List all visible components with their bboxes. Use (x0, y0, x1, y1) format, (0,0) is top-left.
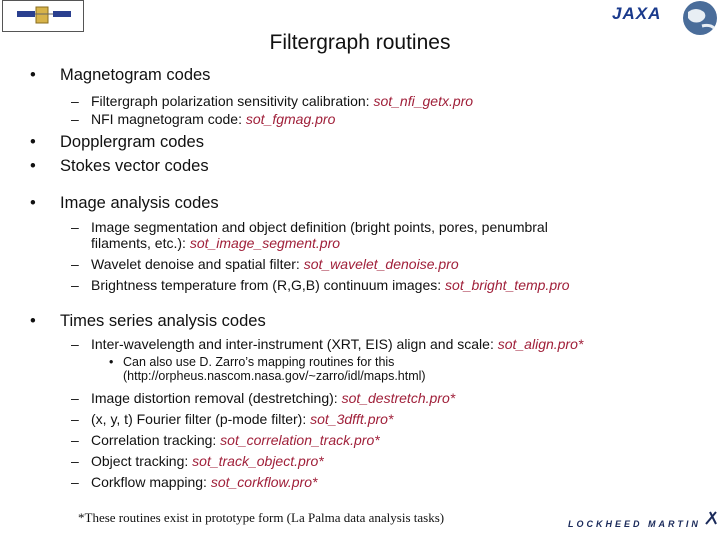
bullet-time-series: • Times series analysis codes (30, 312, 266, 330)
satellite-logo (2, 0, 84, 32)
sub-note: • Can also use D. Zarro’s mapping routines for this (http://orpheus.nascom.nasa.gov/~zarro/idl/maps.html) (109, 355, 426, 383)
list-item: – NFI magnetogram code: sot_fgmag.pro (71, 111, 336, 127)
page-title: Filtergraph routines (269, 31, 451, 54)
list-item: – Correlation tracking: sot_correlation_track.pro* (71, 432, 380, 448)
dash-icon: – (71, 390, 79, 406)
list-item: – Corkflow mapping: sot_corkflow.pro* (71, 474, 318, 490)
jaxa-logo (612, 4, 660, 26)
bullet-icon: • (30, 194, 36, 212)
bullet-dopplergram: • Dopplergram codes (30, 133, 204, 151)
list-item: – Inter-wavelength and inter-instrument (XRT, EIS) align and scale: sot_align.pro* (71, 336, 584, 352)
bullet-magnetogram: • Magnetogram codes (30, 66, 211, 84)
list-item: – Image distortion removal (destretching): sot_destretch.pro* (71, 390, 456, 406)
bullet-icon: • (30, 157, 36, 175)
dash-icon: – (71, 411, 79, 427)
bullet-icon: • (30, 312, 36, 330)
list-item: – Object tracking: sot_track_object.pro* (71, 453, 324, 469)
bullet-icon: • (109, 355, 114, 369)
dash-icon: – (71, 256, 79, 272)
footnote: *These routines exist in prototype form (La Palma data analysis tasks) (78, 510, 445, 525)
dash-icon: – (71, 432, 79, 448)
list-item: – Wavelet denoise and spatial filter: sot_wavelet_denoise.pro (71, 256, 459, 272)
dash-icon: – (71, 111, 79, 127)
list-item: – Brightness temperature from (R,G,B) continuum images: sot_bright_temp.pro (71, 277, 570, 293)
lockheed-logo (568, 514, 718, 536)
bullet-stokes: • Stokes vector codes (30, 157, 209, 175)
dash-icon: – (71, 93, 79, 109)
dash-icon: – (71, 474, 79, 490)
list-item: – Image segmentation and object definition (bright points, pores, penumbral filaments, etc.): sot_image_segment.pro (71, 219, 548, 251)
dash-icon: – (71, 277, 79, 293)
dash-icon: – (71, 453, 79, 469)
bullet-icon: • (30, 133, 36, 151)
star-icon (704, 510, 718, 526)
lockheed-logo-text: LOCKHEED MARTIN (568, 519, 701, 529)
dash-icon: – (71, 336, 79, 352)
bullet-image-analysis: • Image analysis codes (30, 194, 219, 212)
bullet-icon: • (30, 66, 36, 84)
list-item: – Filtergraph polarization sensitivity calibration: sot_nfi_getx.pro (71, 93, 474, 109)
satellite-icon (3, 1, 83, 31)
list-item: – (x, y, t) Fourier filter (p-mode filter): sot_3dfft.pro* (71, 411, 394, 427)
jaxa-logo-text: JAXA (612, 4, 662, 23)
dash-icon: – (71, 219, 79, 235)
